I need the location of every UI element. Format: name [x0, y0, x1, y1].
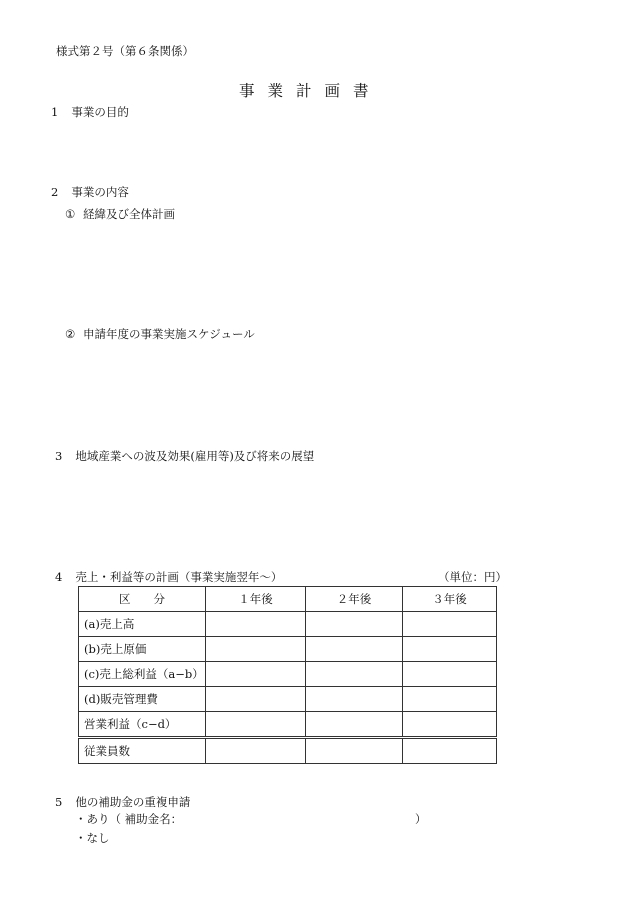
section-number: 1	[51, 105, 59, 119]
row-label: 営業利益（c−d）	[79, 712, 206, 738]
section-number: 2	[51, 185, 59, 199]
table-cell[interactable]	[306, 612, 403, 637]
subsection-2-2-heading	[65, 327, 255, 341]
row-label: (c)売上総利益（a−b）	[79, 662, 206, 687]
table-cell[interactable]	[206, 712, 306, 738]
subsection-mark: ①	[65, 207, 76, 221]
option-no: ・なし	[75, 831, 110, 845]
table-row	[79, 712, 497, 738]
table-cell[interactable]	[306, 738, 403, 764]
header-year-3: ３年後	[403, 587, 497, 612]
subsection-label: 経緯及び全体計画	[83, 207, 175, 221]
section-2-heading	[51, 185, 129, 199]
table-cell[interactable]	[206, 738, 306, 764]
section-label: 事業の目的	[71, 105, 129, 119]
table-cell[interactable]	[403, 662, 497, 687]
table-cell[interactable]	[206, 687, 306, 712]
table-header-row	[79, 587, 497, 612]
option-yes-close-paren: ）	[415, 812, 427, 826]
table-cell[interactable]	[403, 637, 497, 662]
section-number: 3	[55, 449, 63, 463]
section-number: 5	[55, 795, 63, 809]
unit-note: （単位：円）	[438, 570, 507, 584]
section-5-heading	[55, 795, 190, 809]
table-cell[interactable]	[306, 687, 403, 712]
section-number: 4	[55, 570, 63, 584]
table-cell[interactable]	[403, 612, 497, 637]
option-yes: ・あり（ 補助金名：	[75, 812, 183, 826]
table-cell[interactable]	[403, 687, 497, 712]
header-category: 区 分	[79, 587, 206, 612]
section-label: 売上・利益等の計画（事業実施翌年～）	[75, 570, 283, 584]
sales-profit-plan-table	[78, 586, 497, 764]
table-cell[interactable]	[306, 712, 403, 738]
subsection-label: 申請年度の事業実施スケジュール	[83, 327, 255, 341]
table-cell[interactable]	[403, 738, 497, 764]
table-row	[79, 637, 497, 662]
table-cell[interactable]	[306, 637, 403, 662]
row-label: (b)売上原価	[79, 637, 206, 662]
header-year-2: ２年後	[306, 587, 403, 612]
section-label: 事業の内容	[71, 185, 129, 199]
form-number: 様式第２号（第６条関係）	[56, 44, 194, 58]
table-cell[interactable]	[306, 662, 403, 687]
table-row	[79, 662, 497, 687]
table-row	[79, 687, 497, 712]
section-1-heading	[51, 105, 129, 119]
table-cell[interactable]	[206, 612, 306, 637]
table-row	[79, 738, 497, 764]
section-3-heading	[55, 449, 314, 463]
table-row	[79, 612, 497, 637]
table-cell[interactable]	[206, 637, 306, 662]
subsection-mark: ②	[65, 327, 76, 341]
section-label: 他の補助金の重複申請	[75, 795, 191, 809]
row-label: 従業員数	[79, 738, 206, 764]
row-label: (a)売上高	[79, 612, 206, 637]
row-label: (d)販売管理費	[79, 687, 206, 712]
section-label: 地域産業への波及効果(雇用等)及び将来の展望	[75, 449, 315, 463]
subsection-2-1-heading	[65, 207, 175, 221]
table-cell[interactable]	[403, 712, 497, 738]
header-year-1: １年後	[206, 587, 306, 612]
document-title: 事業計画書	[239, 82, 382, 100]
section-4-heading	[55, 570, 282, 584]
table-cell[interactable]	[206, 662, 306, 687]
